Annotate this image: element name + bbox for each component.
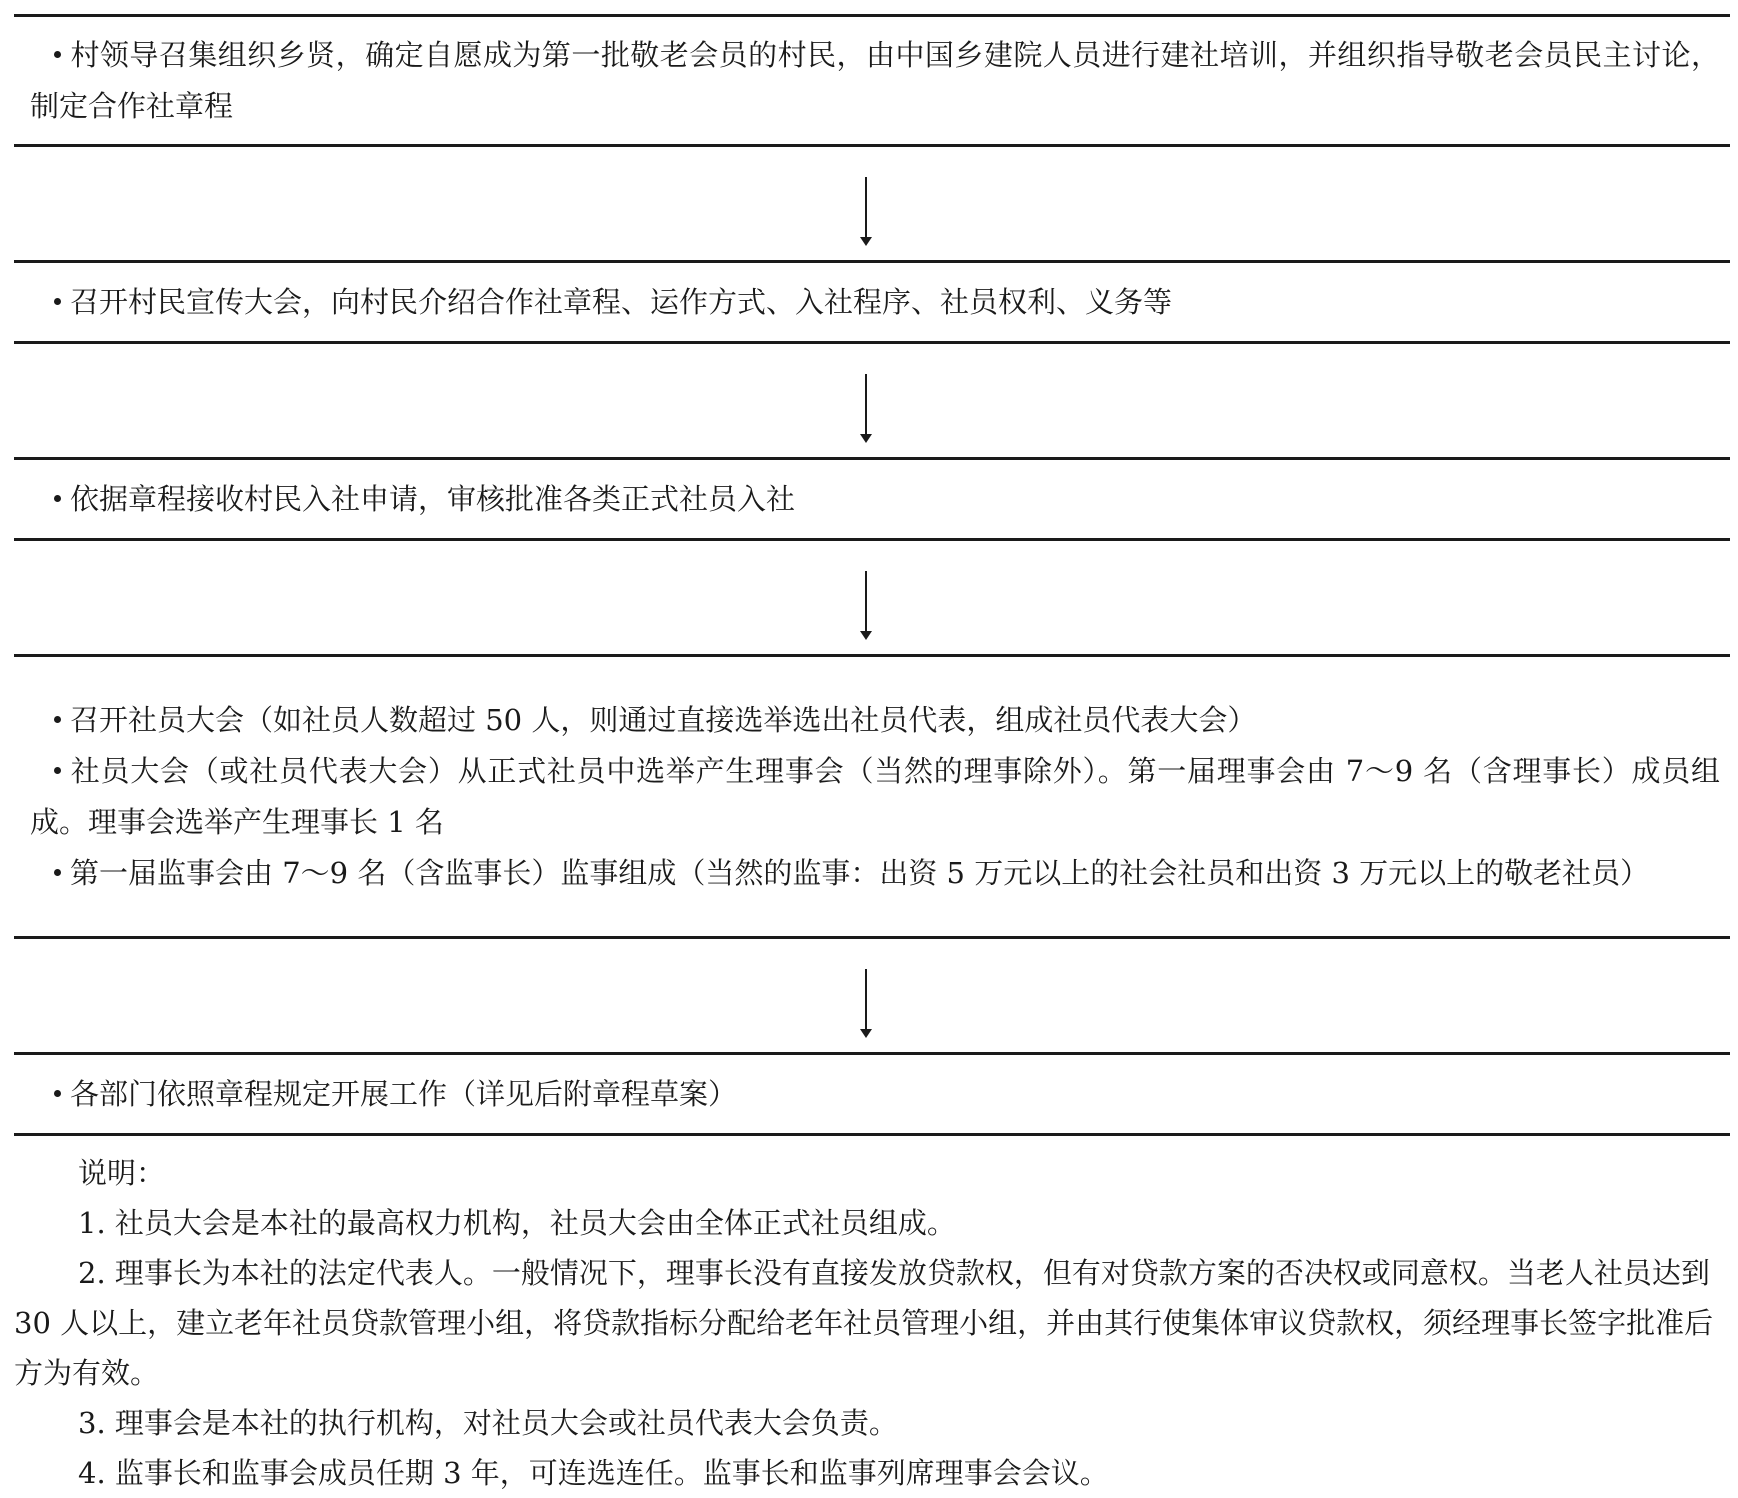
down-arrow-icon [14,147,1730,260]
step-4-item-1 [30,695,1720,746]
bullet-icon [54,298,61,305]
step-1-item-1-text: 村领导召集组织乡贤，确定自愿成为第一批敬老会员的村民，由中国乡建院人员进行建社培训，并组织指导敬老会员民主讨论，制定合作社章程 [30,37,1720,123]
arrow-4 [14,939,1730,1052]
step-2-box [14,260,1730,344]
step-2-item-1-text: 召开村民宣传大会，向村民介绍合作社章程、运作方式、入社程序、社员权利、义务等 [70,284,1173,319]
bullet-icon [54,1090,61,1097]
step-4-item-3-text: 第一届监事会由 7～9 名（含监事长）监事组成（当然的监事：出资 5 万元以上的社会社员和出资 3 万元以上的敬老社员） [70,855,1650,890]
step-4-item-3 [30,848,1720,899]
step-4-item-2 [30,746,1720,848]
step-4-box [14,654,1730,939]
step-5-box [14,1052,1730,1136]
step-5-item-1 [30,1069,1720,1120]
step-3-item-1-text: 依据章程接收村民入社申请，审核批准各类正式社员入社 [70,481,796,516]
notes-section [14,1148,1730,1498]
note-1: 1. 社员大会是本社的最高权力机构，社员大会由全体正式社员组成。 [78,1206,956,1240]
step-4-item-1-text: 召开社员大会（如社员人数超过 50 人，则通过直接选举选出社员代表，组成社员代表大会） [70,702,1257,737]
bullet-icon [54,869,61,876]
notes-heading: 说明： [78,1156,166,1190]
down-arrow-icon [14,939,1730,1052]
step-2-item-1 [30,277,1720,328]
bullet-icon [54,716,61,723]
step-1-box [14,14,1730,147]
step-3-box [14,457,1730,541]
note-2: 2. 理事长为本社的法定代表人。一般情况下，理事长没有直接发放贷款权，但有对贷款方案的否决权或同意权。当老人社员达到 30 人以上，建立老年社员贷款管理小组，将贷款指标分配给老年社员管理小组，并由其行使集体审议贷款权，须经理事长签字批准后方为有效。 [14,1256,1714,1390]
arrow-1 [14,147,1730,260]
note-4: 4. 监事长和监事会成员任期 3 年，可连选连任。监事长和监事列席理事会会议。 [78,1456,1109,1490]
arrow-2 [14,344,1730,457]
bullet-icon [54,767,61,774]
step-3-item-1 [30,474,1720,525]
down-arrow-icon [14,344,1730,457]
step-4-item-2-text: 社员大会（或社员代表大会）从正式社员中选举产生理事会（当然的理事除外）。第一届理事会由 7～9 名（含理事长）成员组成。理事会选举产生理事长 1 名 [30,753,1720,839]
arrow-3 [14,541,1730,654]
down-arrow-icon [14,541,1730,654]
bullet-icon [54,495,61,502]
step-5-item-1-text: 各部门依照章程规定开展工作（详见后附章程草案） [70,1076,738,1111]
flowchart [14,14,1730,1136]
bullet-icon [54,51,61,58]
note-3: 3. 理事会是本社的执行机构，对社员大会或社员代表大会负责。 [78,1406,898,1440]
step-1-item-1 [30,30,1720,132]
